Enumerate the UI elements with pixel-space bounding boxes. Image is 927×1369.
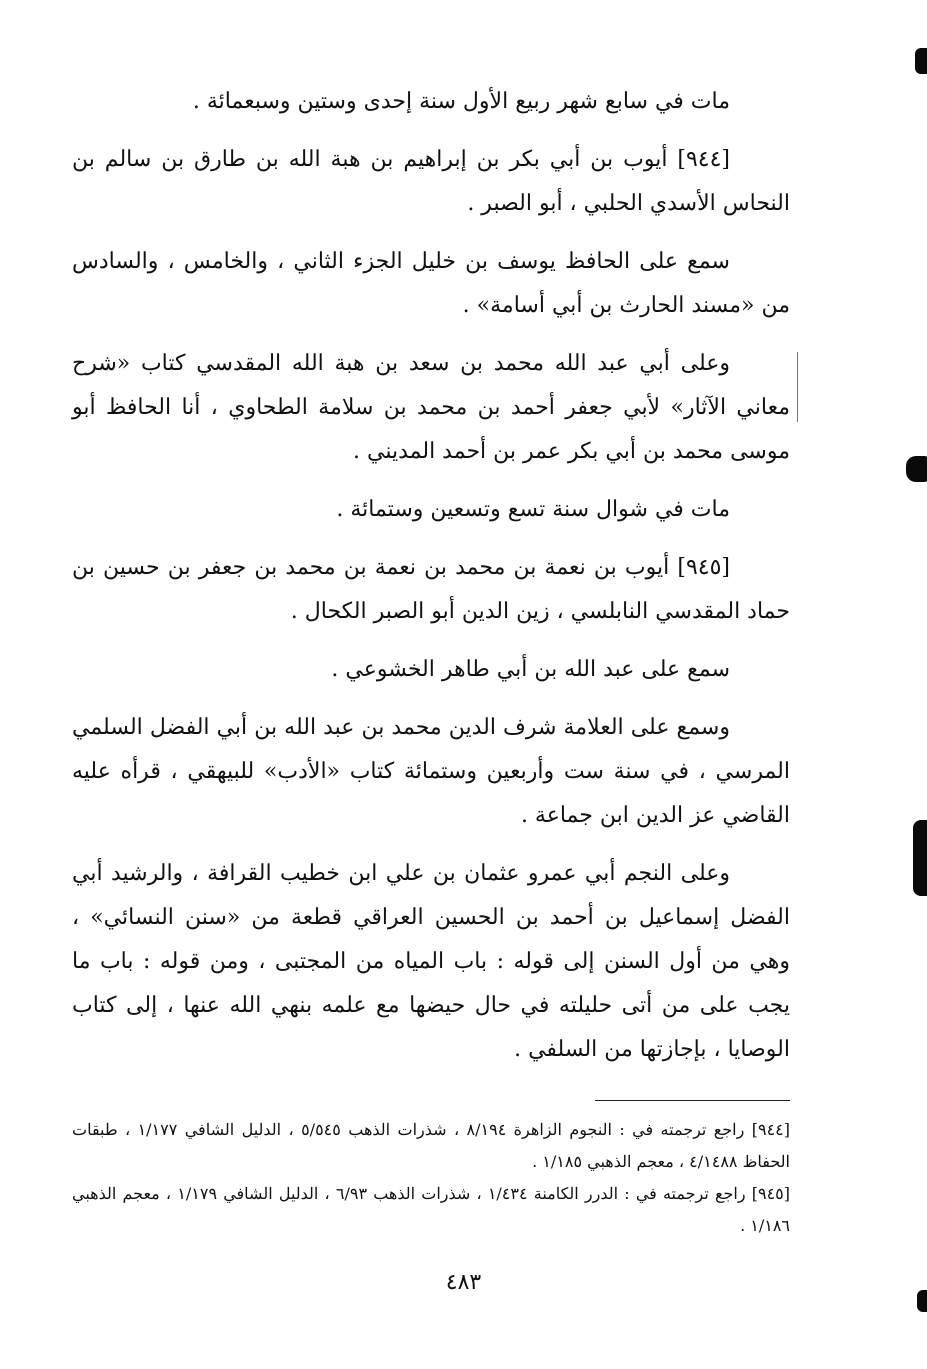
paragraph-death-note-1: مات في سابع شهر ربيع الأول سنة إحدى وستين وسبعمائة . (192, 89, 730, 114)
scan-edge-mark (915, 48, 927, 74)
paragraph-death-note-2: مات في شوال سنة تسع وتسعين وستمائة . (336, 497, 730, 522)
scan-edge-mark (917, 1290, 927, 1312)
paragraph-945-nasai: وعلى النجم أبي عمرو عثمان بن علي ابن خطيب القرافة ، والرشيد أبي الفضل إسماعيل بن أحمد بن الحسين العراقي قطعة من «سنن النسائي» ، وهي من أول السنن إلى قوله : باب المياه من المجتبى ، ومن قوله : باب ما يجب على من أتى حليلته في حال حيضها مع علمه بنهي الله عنها ، إلى كتاب الوصايا ، بإجازتها من السلفي . (72, 861, 790, 1062)
footnote-divider (595, 1100, 790, 1101)
footnote-945: [٩٤٥] راجع ترجمته في : الدرر الكامنة ١/٤٣٤ ، شذرات الذهب ٦/٩٣ ، الدليل الشافي ١/١٧٩ ، معجم الذهبي ١/١٨٦ . (72, 1184, 791, 1235)
entry-944-heading: [٩٤٤] أيوب بن أبي بكر بن إبراهيم بن هبة الله بن طارق بن سالم بن النحاس الأسدي الحلبي ، أبو الصبر . (72, 147, 790, 216)
paragraph-945-adab: وسمع على العلامة شرف الدين محمد بن عبد الله بن أبي الفضل السلمي المرسي ، في سنة ست وأربعين وستمائة كتاب «الأدب» للبيهقي ، قرأه عليه القاضي عز الدين ابن جماعة . (72, 715, 790, 828)
footnote-944: [٩٤٤] راجع ترجمته في : النجوم الزاهرة ٨/١٩٤ ، شذرات الذهب ٥/٥٤٥ ، الدليل الشافي ١/١٧٧ ، طبقات الحفاظ ٤/١٤٨٨ ، معجم الذهبي ١/١٨٥ . (72, 1120, 791, 1171)
scan-edge-mark (913, 820, 927, 896)
page-number: ٤٨٣ (445, 1270, 482, 1295)
margin-line (797, 352, 798, 422)
paragraph-944-hearing: سمع على الحافظ يوسف بن خليل الجزء الثاني ، والخامس ، والسادس من «مسند الحارث بن أبي أسامة» . (72, 249, 790, 318)
paragraph-944-sharh: وعلى أبي عبد الله محمد بن سعد بن هبة الله المقدسي كتاب «شرح معاني الآثار» لأبي جعفر أحمد بن محمد بن سلامة الطحاوي ، أنا الحافظ أبو موسى محمد بن أبي بكر عمر بن أحمد المديني . (72, 351, 790, 464)
footnotes (72, 1114, 790, 1242)
scan-edge-mark (906, 456, 927, 482)
entry-945-heading: [٩٤٥] أيوب بن نعمة بن محمد بن نعمة بن محمد بن جعفر بن حسين بن حماد المقدسي النابلسي ، زين الدين أبو الصبر الكحال . (72, 555, 790, 624)
paragraph-945-hearing: سمع على عبد الله بن أبي طاهر الخشوعي . (331, 657, 730, 682)
main-text (72, 80, 790, 1072)
